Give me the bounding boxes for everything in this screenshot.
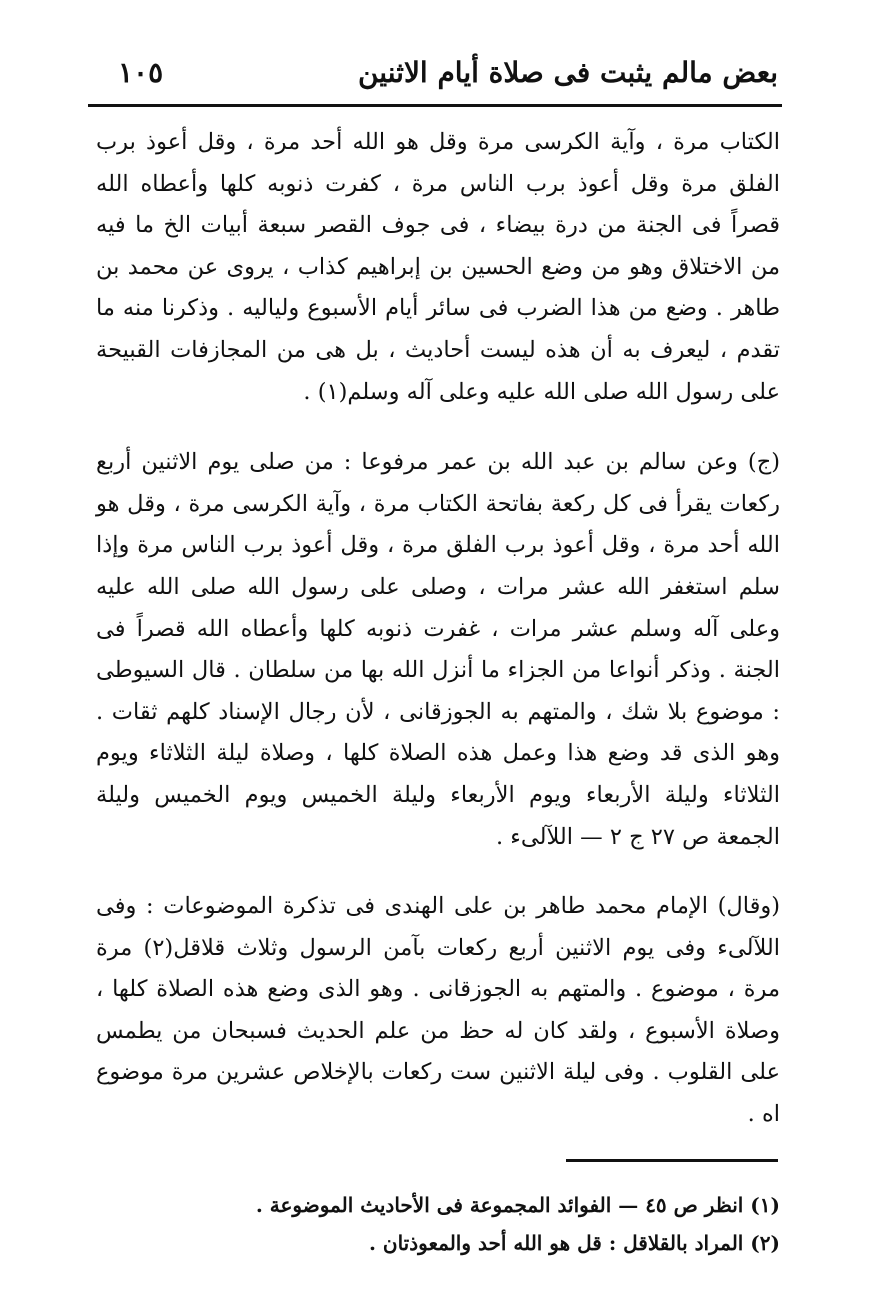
page-header — [88, 52, 778, 98]
footnote-1: (١) انظر ص ٤٥ — الفوائد المجموعة فى الأحاديث الموضوعة . — [255, 1193, 780, 1217]
footnote-rule — [566, 1159, 778, 1162]
footnote-2: (٢) المراد بالقلاقل : قل هو الله أحد والمعوذتان . — [368, 1231, 780, 1255]
paragraph-3: (وقال) الإمام محمد طاهر بن على الهندى فى تذكرة الموضوعات : وفى اللآلىء وفى يوم الاثنين أربع ركعات بآمن الرسول وثلاث قلاقل(٢) مرة مرة ، موضوع . والمتهم به الجوزقانى . وهو الذى وضع هذه الصلاة كلها ، وصلاة الأسبوع ، ولقد كان له حظ من علم الحديث فسبحان من يطمس على القلوب . وفى ليلة الاثنين ست ركعات بالإخلاص عشرين مرة موضوع اه . — [96, 893, 780, 1128]
footnotes — [96, 1186, 780, 1262]
header-rule — [88, 104, 782, 107]
page-number: ١٠٥ — [118, 56, 164, 89]
paragraph-2: (ج) وعن سالم بن عبد الله بن عمر مرفوعا : من صلى يوم الاثنين أربع ركعات يقرأ فى كل ركعة بفاتحة الكتاب مرة ، وآية الكرسى مرة ، وقل هو الله أحد مرة ، وقل أعوذ برب الفلق مرة ، وقل أعوذ برب الناس مرة وإذا سلم استغفر الله عشر مرات ، وصلى على رسول الله صلى الله عليه وعلى آله وسلم عشر مرات ، غفرت ذنوبه كلها وأعطاه الله قصراً فى الجنة . وذكر أنواعا من الجزاء ما أنزل الله بها من سلطان . قال السيوطى : موضوع بلا شك ، والمتهم به الجوزقانى ، لأن رجال الإسناد كلهم ثقات . وهو الذى قد وضع هذا وعمل هذه الصلاة كلها ، وصلاة ليلة الثلاثاء ويوم الثلاثاء وليلة الأربعاء ويوم الأربعاء وليلة الخميس ويوم الخميس وليلة الجمعة ص ٢٧ ج ٢ — اللآلىء . — [96, 449, 780, 850]
main-text — [96, 122, 780, 1136]
running-head: بعض مالم يثبت فى صلاة أيام الاثنين — [357, 56, 778, 89]
paragraph-1: الكتاب مرة ، وآية الكرسى مرة وقل هو الله أحد مرة ، وقل أعوذ برب الفلق مرة وقل أعوذ برب الناس مرة ، كفرت ذنوبه كلها وأعطاه الله قصراً فى الجنة من درة بيضاء ، فى جوف القصر سبعة أبيات الخ ما فيه من الاختلاق وهو من وضع الحسين بن إبراهيم كذاب ، يروى عن محمد بن طاهر . وضع من هذا الضرب فى سائر أيام الأسبوع ولياليه . وذكرنا منه ما تقدم ، ليعرف به أن هذه ليست أحاديث ، بل هى من المجازفات القبيحة على رسول الله صلى الله عليه وعلى آله وسلم(١) . — [96, 129, 780, 405]
